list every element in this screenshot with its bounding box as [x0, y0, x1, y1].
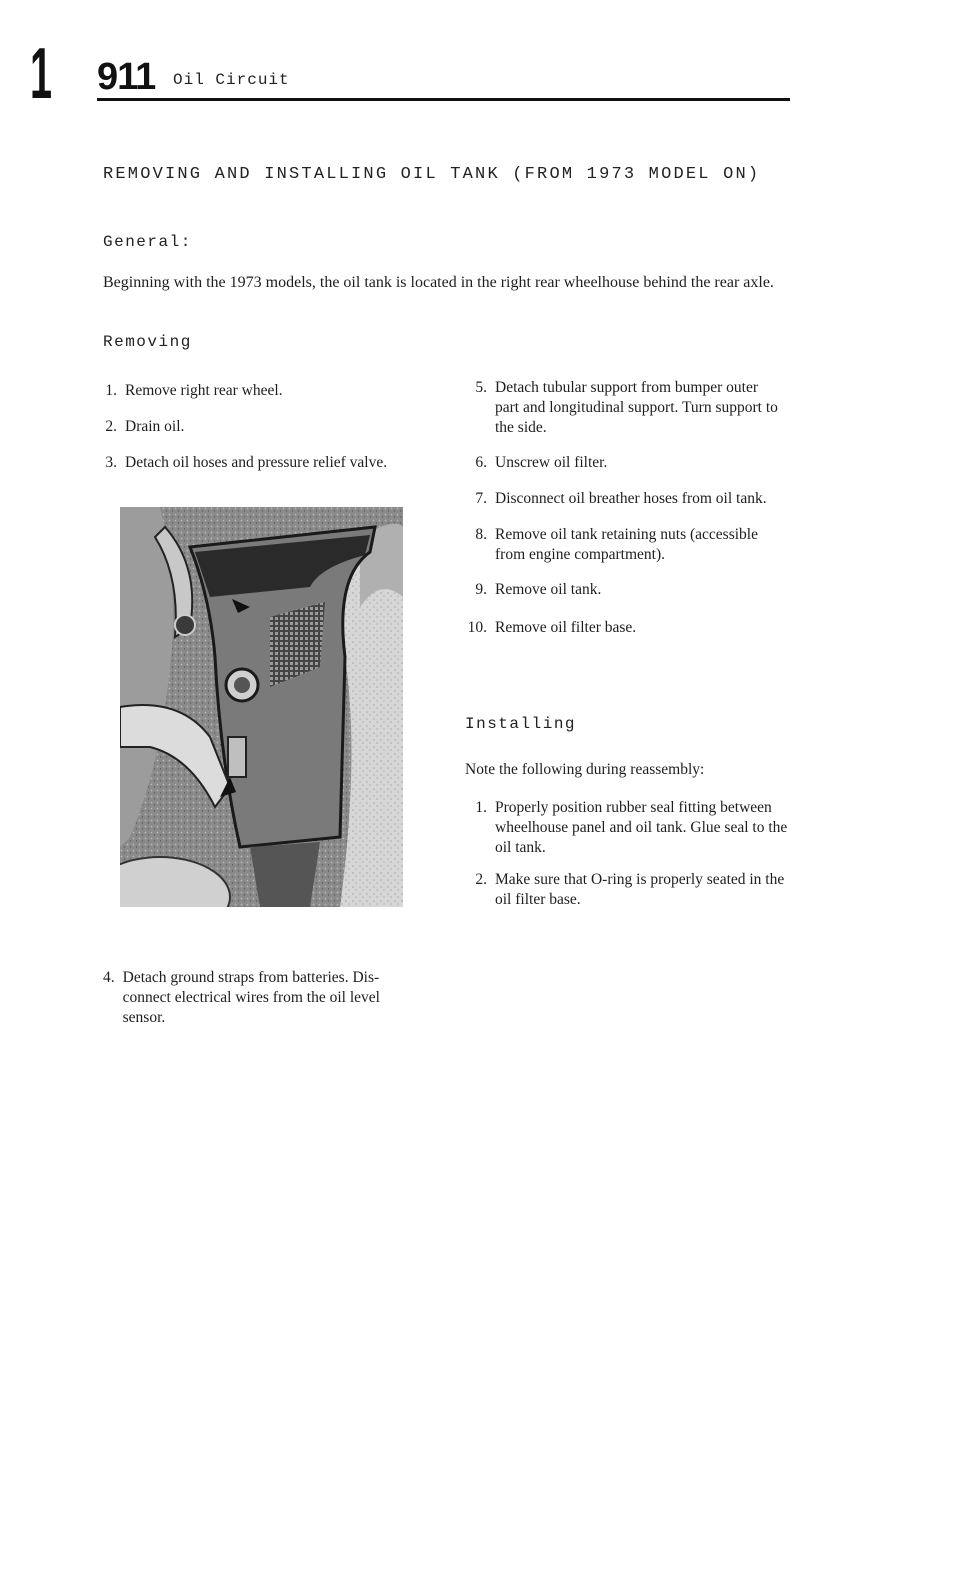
step-number: 4.: [103, 969, 115, 986]
step-number: 1.: [475, 799, 487, 816]
step-text: Remove right rear wheel.: [125, 382, 283, 399]
header-rule: [97, 98, 790, 101]
step-number: 2.: [475, 871, 487, 888]
list-item: [465, 618, 785, 638]
step-text: Detach oil hoses and pressure relief valve.: [125, 454, 388, 471]
step-number: 7.: [475, 490, 487, 507]
step-number: 8.: [475, 526, 487, 543]
step-number: 3.: [105, 454, 117, 471]
step-text: Unscrew oil filter.: [495, 454, 608, 471]
installing-heading: Installing: [465, 715, 577, 733]
page-title: REMOVING AND INSTALLING OIL TANK (FROM 1973 MODEL ON): [103, 165, 761, 184]
step-text: Remove oil tank.: [495, 581, 602, 598]
step-text: Detach ground straps from batteries. Dis- connect electrical wires from the oil level sensor.: [122, 969, 380, 1026]
step-number: 10.: [467, 619, 487, 636]
list-item: [465, 798, 795, 858]
step-number: 6.: [475, 454, 487, 471]
step-text: Properly position rubber seal fitting between wheelhouse panel and oil tank. Glue seal to the oil tank.: [495, 799, 788, 856]
removing-heading: Removing: [103, 333, 192, 351]
step-text: Make sure that O-ring is properly seated in the oil filter base.: [495, 871, 785, 908]
step-number: 2.: [105, 418, 117, 435]
list-item: [465, 489, 795, 509]
chapter-title: Oil Circuit: [173, 71, 290, 89]
list-item: [465, 870, 795, 910]
step-text: Disconnect oil breather hoses from oil tank.: [495, 490, 767, 507]
oil-tank-photo: [120, 507, 403, 907]
installing-note: Note the following during reassembly:: [465, 761, 705, 778]
list-item: [465, 378, 785, 438]
step-text: Detach tubular support from bumper outer part and longitudinal support. Turn support to the side.: [495, 379, 778, 436]
model-logo: 911: [97, 56, 156, 98]
list-item: [103, 968, 403, 1028]
general-text: Beginning with the 1973 models, the oil tank is located in the right rear wheelhouse behind the rear axle.: [103, 274, 774, 291]
list-item: [103, 381, 423, 401]
step-number: 5.: [475, 379, 487, 396]
list-item: [465, 525, 785, 565]
list-item: [103, 417, 423, 437]
step-number: 1.: [105, 382, 117, 399]
section-number: 1: [30, 34, 53, 114]
step-number: 9.: [475, 581, 487, 598]
general-heading: General:: [103, 233, 192, 251]
list-item: [465, 580, 785, 600]
list-item: [465, 453, 785, 473]
step-text: Drain oil.: [125, 418, 185, 435]
step-text: Remove oil filter base.: [495, 619, 637, 636]
list-item: [103, 453, 433, 473]
step-text: Remove oil tank retaining nuts (accessible from engine compartment).: [495, 526, 758, 563]
